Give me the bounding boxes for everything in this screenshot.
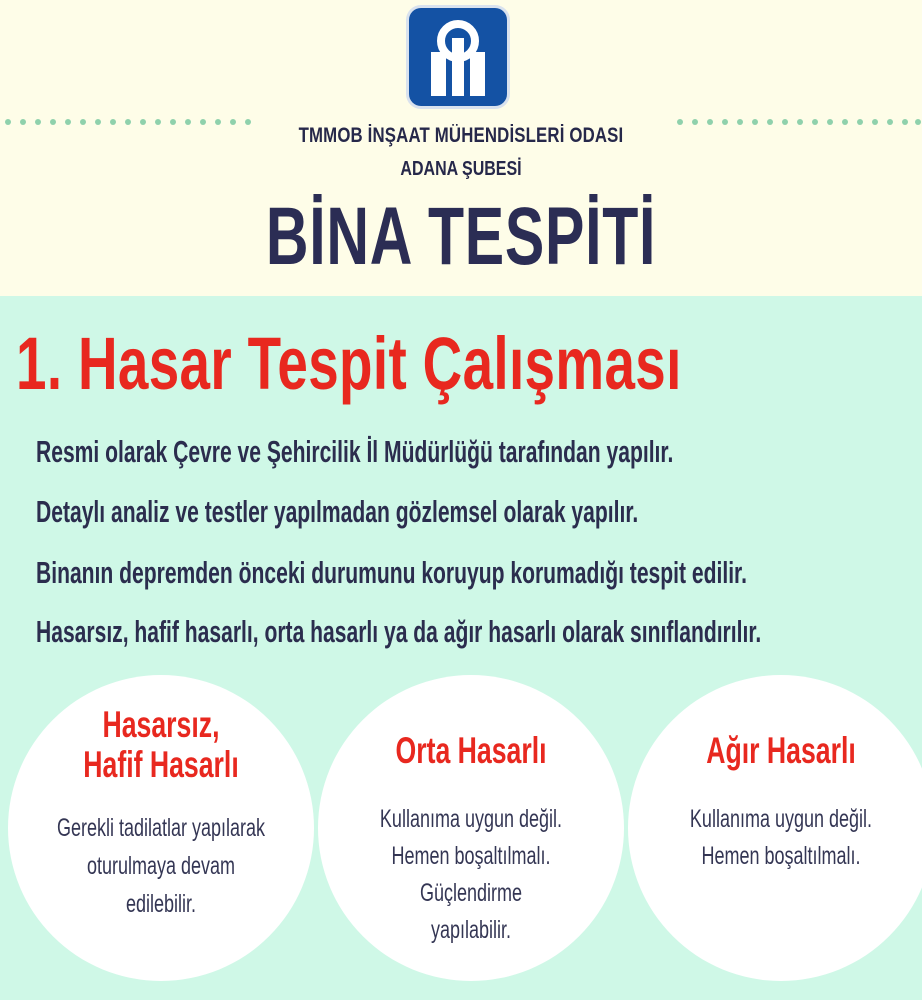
category-desc-line: Gerekli tadilatlar yapılarak	[56, 814, 266, 842]
category-desc-line: Kullanıma uygun değil.	[379, 805, 563, 833]
category-card-moderate-damage	[318, 675, 624, 981]
page-title: BİNA TESPİTİ	[265, 191, 657, 282]
category-title	[671, 731, 891, 771]
category-title-line: Hasarsız,	[102, 704, 220, 745]
category-title-line: Orta Hasarlı	[395, 730, 547, 771]
org-name-line1: TMMOB İNŞAAT MÜHENDİSLERİ ODASI	[298, 124, 624, 147]
category-title	[361, 731, 581, 771]
category-desc-line: Güçlendirme	[419, 879, 523, 907]
category-title	[51, 705, 271, 785]
info-line: Hasarsız, hafif hasarlı, orta hasarlı ya da ağır hasarlı olarak sınıflandırılır.	[36, 614, 762, 649]
category-title-line: Ağır Hasarlı	[706, 730, 856, 771]
category-description	[671, 801, 891, 875]
info-line: Binanın depremden önceki durumunu koruyup korumadığı tespit edilir.	[36, 555, 747, 590]
category-desc-line: oturulmaya devam	[86, 852, 236, 880]
info-line: Detaylı analiz ve testler yapılmadan gözlemsel olarak yapılır.	[36, 494, 639, 529]
category-title-line: Hafif Hasarlı	[83, 744, 239, 785]
category-desc-line: edilebilir.	[125, 890, 197, 918]
category-desc-line: yapılabilir.	[430, 916, 512, 944]
category-card-light-damage	[8, 675, 314, 981]
info-line: Resmi olarak Çevre ve Şehircilik İl Müdürlüğü tarafından yapılır.	[36, 434, 674, 469]
category-desc-line: Hemen boşaltılmalı.	[391, 842, 551, 870]
logo-mark-icon	[409, 8, 507, 106]
section-heading: 1. Hasar Tespit Çalışması	[16, 322, 682, 405]
header-panel	[0, 0, 922, 296]
category-desc-line: Kullanıma uygun değil.	[689, 805, 873, 833]
category-description	[361, 801, 581, 949]
category-description	[51, 809, 271, 923]
category-desc-line: Hemen boşaltılmalı.	[701, 842, 861, 870]
org-name-line2: ADANA ŞUBESİ	[400, 158, 522, 180]
imo-logo	[409, 8, 507, 106]
category-card-heavy-damage	[628, 675, 922, 981]
